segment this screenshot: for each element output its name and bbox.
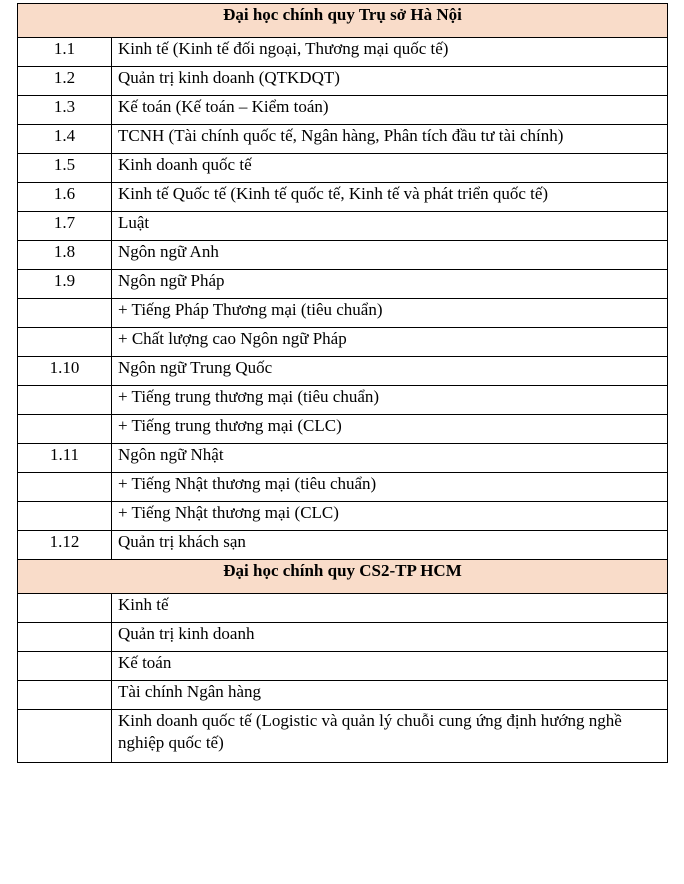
row-number: 1.10 [18, 357, 112, 386]
row-number [18, 415, 112, 444]
section-header-hanoi [18, 4, 668, 38]
row-number: 1.9 [18, 270, 112, 299]
table-row [18, 38, 668, 67]
row-number [18, 473, 112, 502]
table-row [18, 270, 668, 299]
table-row [18, 96, 668, 125]
program-name: Quản trị kinh doanh [112, 623, 668, 652]
table-row [18, 594, 668, 623]
table-row [18, 623, 668, 652]
program-name: + Tiếng Nhật thương mại (tiêu chuẩn) [112, 473, 668, 502]
program-name: Kế toán (Kế toán – Kiểm toán) [112, 96, 668, 125]
row-number: 1.3 [18, 96, 112, 125]
table-row [18, 415, 668, 444]
row-number [18, 328, 112, 357]
program-name: Kế toán [112, 652, 668, 681]
table-row [18, 67, 668, 96]
table-row [18, 357, 668, 386]
table-row [18, 531, 668, 560]
row-number: 1.12 [18, 531, 112, 560]
program-name: Kinh tế Quốc tế (Kinh tế quốc tế, Kinh tế và phát triển quốc tế) [112, 183, 668, 212]
program-name: Kinh doanh quốc tế (Logistic và quản lý chuỗi cung ứng định hướng nghề nghiệp quốc tế) [112, 710, 668, 763]
table-row [18, 154, 668, 183]
program-name: + Tiếng trung thương mại (tiêu chuẩn) [112, 386, 668, 415]
program-name: Quản trị kinh doanh (QTKDQT) [112, 67, 668, 96]
row-number [18, 594, 112, 623]
program-name: + Tiếng Nhật thương mại (CLC) [112, 502, 668, 531]
table-row [18, 502, 668, 531]
section-title-hcm: Đại học chính quy CS2-TP HCM [18, 560, 668, 594]
table-row [18, 299, 668, 328]
table-row [18, 710, 668, 763]
row-number: 1.7 [18, 212, 112, 241]
row-number: 1.6 [18, 183, 112, 212]
row-number [18, 652, 112, 681]
program-name: + Tiếng trung thương mại (CLC) [112, 415, 668, 444]
row-number [18, 681, 112, 710]
section-title-hanoi: Đại học chính quy Trụ sở Hà Nội [18, 4, 668, 38]
program-name: Ngôn ngữ Pháp [112, 270, 668, 299]
table-row [18, 241, 668, 270]
row-number: 1.2 [18, 67, 112, 96]
row-number: 1.4 [18, 125, 112, 154]
section-header-hcm [18, 560, 668, 594]
program-name: Kinh tế (Kinh tế đối ngoại, Thương mại quốc tế) [112, 38, 668, 67]
program-name: Luật [112, 212, 668, 241]
row-number [18, 386, 112, 415]
table-row [18, 681, 668, 710]
row-number: 1.8 [18, 241, 112, 270]
table-row [18, 386, 668, 415]
program-name: + Tiếng Pháp Thương mại (tiêu chuẩn) [112, 299, 668, 328]
row-number [18, 623, 112, 652]
table-row [18, 125, 668, 154]
programs-table-body [18, 4, 668, 763]
row-number [18, 710, 112, 763]
table-row [18, 652, 668, 681]
program-name: Tài chính Ngân hàng [112, 681, 668, 710]
program-name: + Chất lượng cao Ngôn ngữ Pháp [112, 328, 668, 357]
program-name: Kinh doanh quốc tế [112, 154, 668, 183]
row-number: 1.5 [18, 154, 112, 183]
program-name: TCNH (Tài chính quốc tế, Ngân hàng, Phân tích đầu tư tài chính) [112, 125, 668, 154]
program-name: Ngôn ngữ Anh [112, 241, 668, 270]
table-row [18, 473, 668, 502]
program-name: Kinh tế [112, 594, 668, 623]
table-row [18, 183, 668, 212]
table-row [18, 444, 668, 473]
program-name: Ngôn ngữ Trung Quốc [112, 357, 668, 386]
table-row [18, 212, 668, 241]
table-row [18, 328, 668, 357]
programs-table [17, 3, 668, 763]
program-name: Ngôn ngữ Nhật [112, 444, 668, 473]
row-number: 1.1 [18, 38, 112, 67]
program-name: Quản trị khách sạn [112, 531, 668, 560]
row-number: 1.11 [18, 444, 112, 473]
row-number [18, 502, 112, 531]
row-number [18, 299, 112, 328]
